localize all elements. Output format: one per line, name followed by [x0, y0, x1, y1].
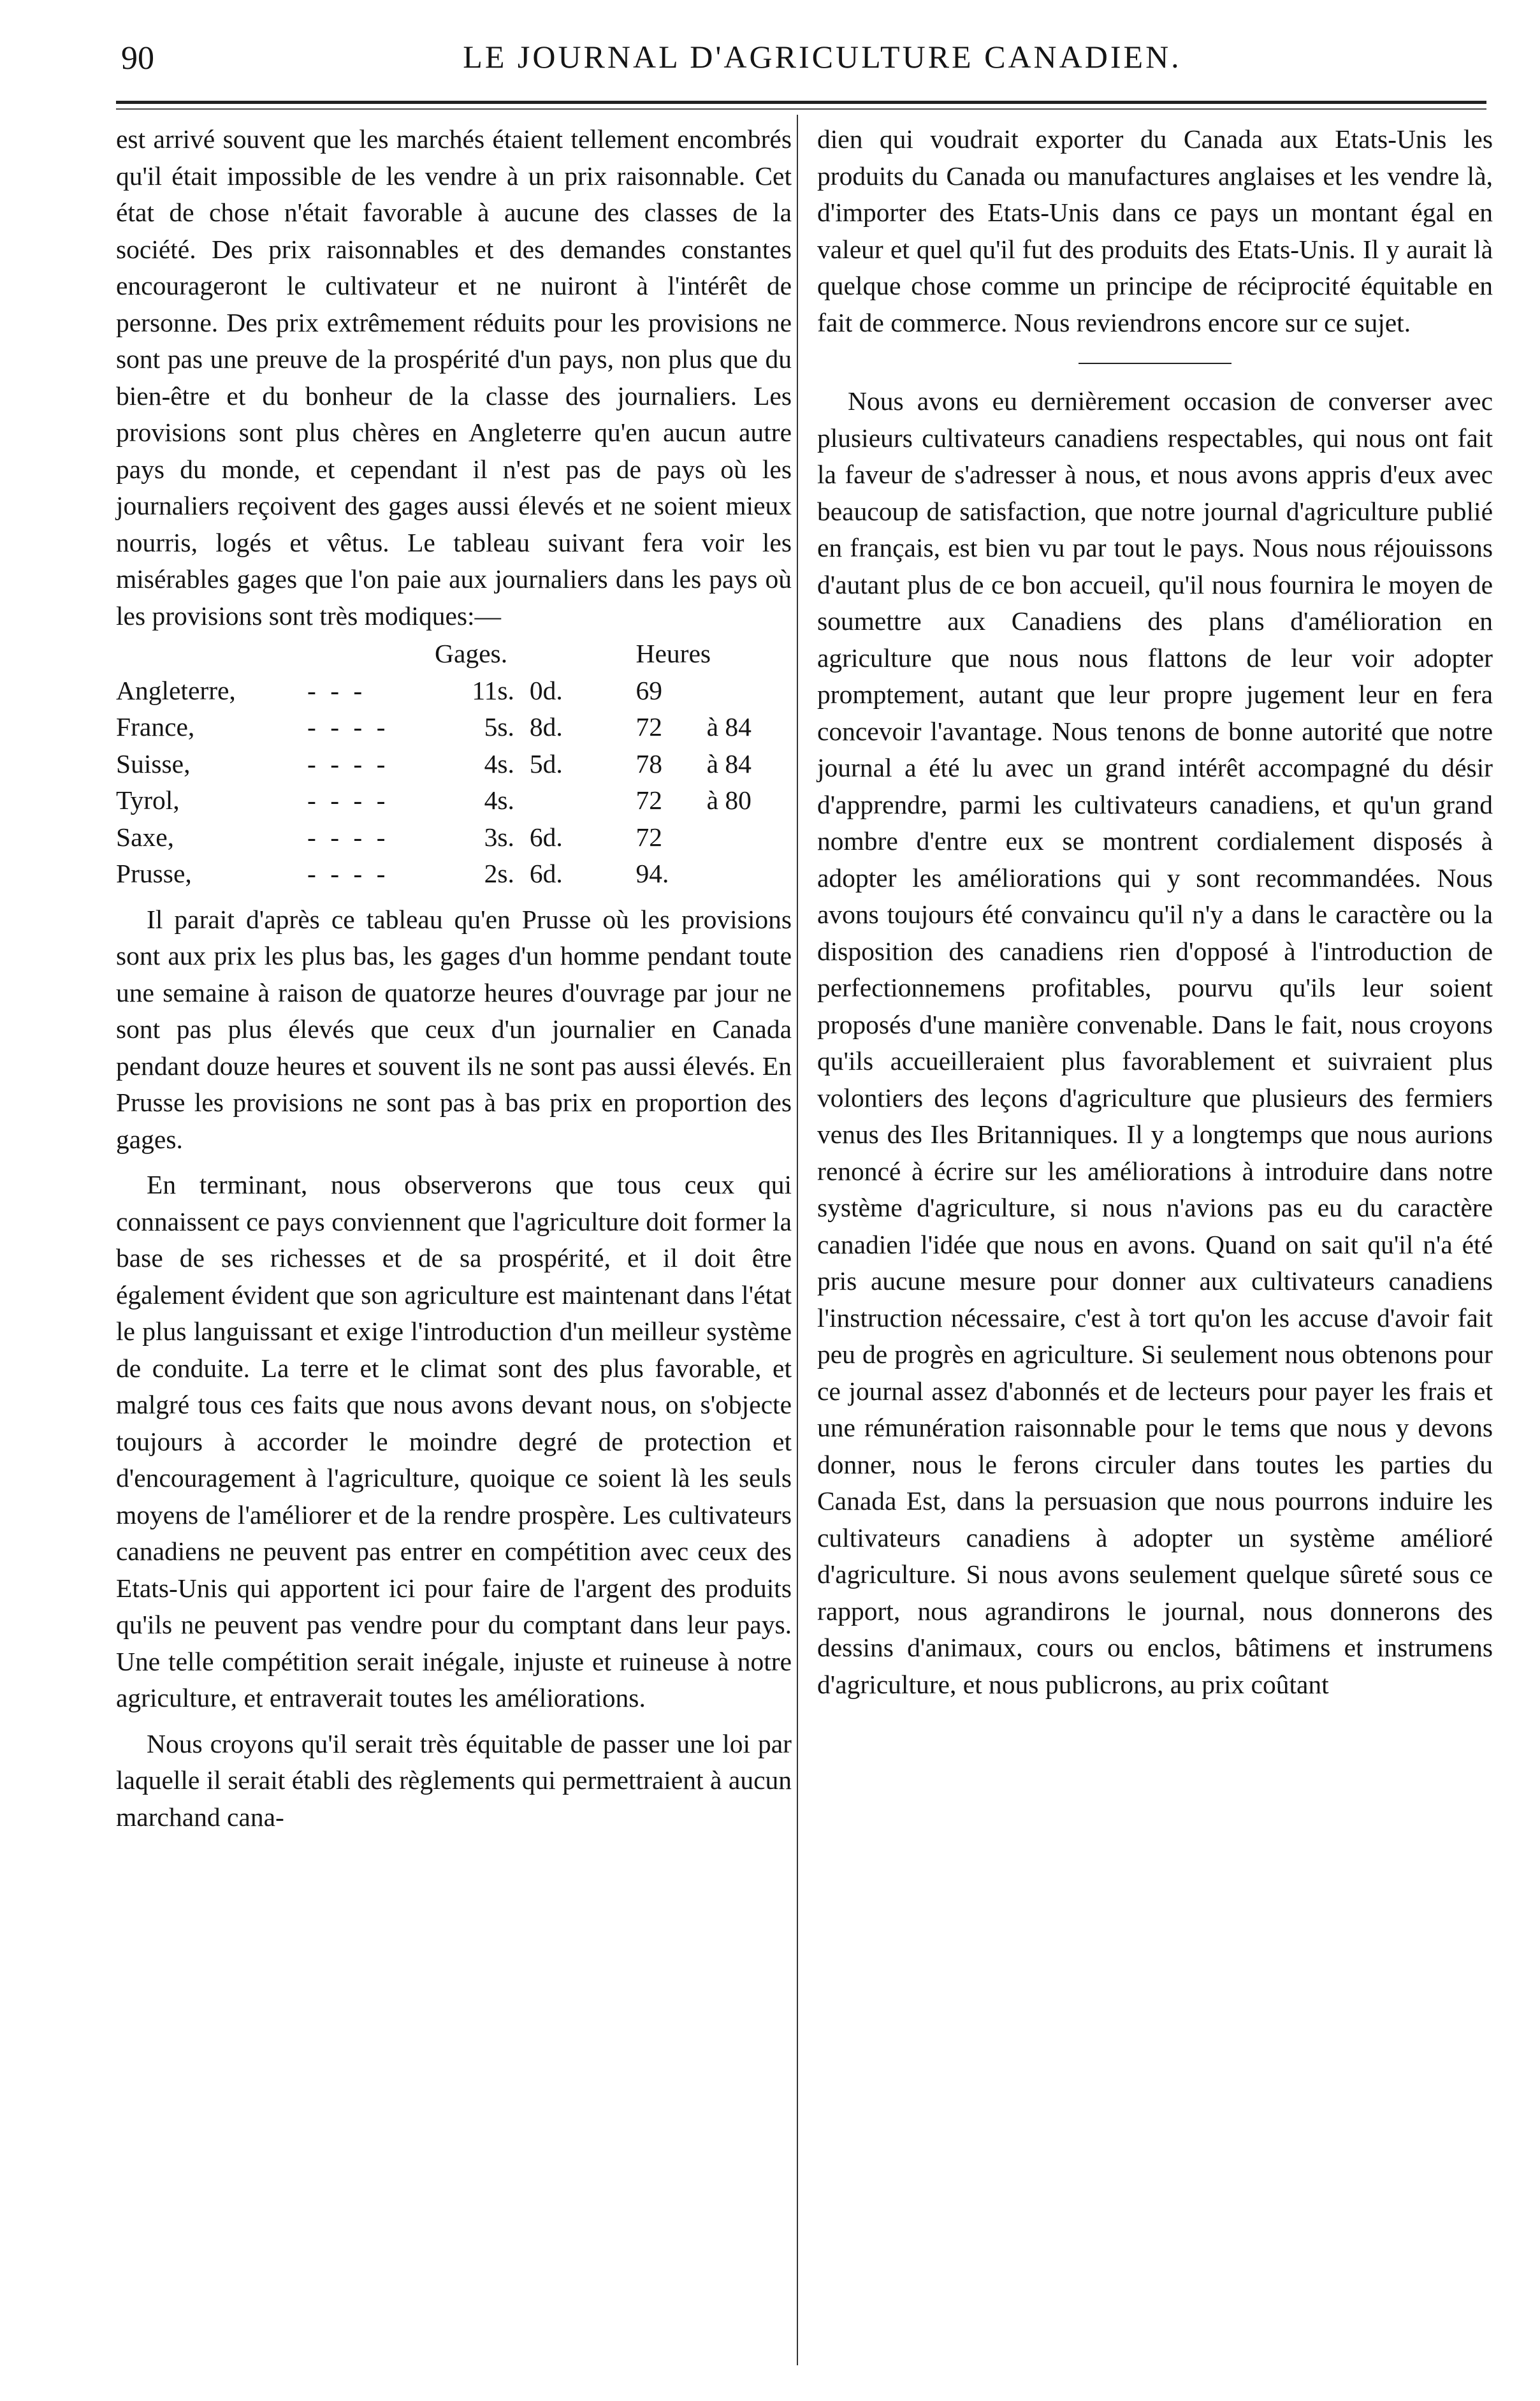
header-rule-thick — [116, 101, 1486, 104]
hours-range-cell — [707, 856, 792, 893]
wages-table-header — [116, 636, 792, 673]
hours-cell: 94. — [636, 859, 669, 888]
hours-range-cell: à 84 — [706, 748, 752, 778]
table-row — [116, 819, 792, 856]
pence-cell: 6d. — [529, 822, 563, 852]
leader-dashes: - - - - — [307, 748, 389, 778]
wages-header: Gages. — [435, 639, 508, 668]
shillings-cell: 3s. — [484, 822, 514, 852]
pence-cell: 8d. — [529, 712, 563, 741]
leader-dashes: - - - - — [307, 712, 389, 741]
hours-cell: 72 — [636, 822, 663, 852]
table-row — [116, 856, 792, 893]
country-cell: Prusse, — [116, 859, 192, 888]
country-cell: Tyrol, — [116, 785, 180, 815]
left-paragraph-2: Il parait d'après ce tableau qu'en Prusse où les provisions sont aux prix les plus bas, les gages d'un homme pendant toute une semaine à raison de quatorze heures d'ouvrage par jour ne sont pas plus élevés que ceux d'un journalier en Canada pendant douze heures et souvent ils ne sont pas aussi élevés. En Prusse les provisions ne sont pas à bas prix en proportion des gages. — [116, 904, 792, 1154]
left-column — [116, 121, 792, 1835]
leader-dashes: - - - - — [307, 822, 389, 852]
hours-range-cell: à 80 — [706, 785, 752, 815]
wages-table-body — [116, 673, 792, 893]
shillings-cell: 11s. — [472, 675, 514, 705]
page-header — [0, 26, 1540, 89]
section-separator-rule — [1079, 363, 1231, 364]
right-column — [817, 121, 1493, 1703]
hours-cell: 69 — [636, 675, 663, 705]
hours-header: Heures — [636, 639, 711, 668]
left-paragraph-3: En terminant, nous observerons que tous ceux qui connaissent ce pays conviennent que l'agriculture doit former la base de ses richesses et de sa prospérité, et il doit être également évident que son agriculture est maintenant dans l'état le plus languissant et exige l'introduction d'un meilleur système de conduite. La terre et le climat sont des plus favorable, et malgré tous ces faits que nous avons devant nous, on s'objecte toujours à accorder le moindre degré de protection et d'encouragement à l'agriculture, quoique ce soient là les seuls moyens de l'améliorer et de la rendre prospère. Les cultivateurs canadiens ne peuvent pas entrer en compétition avec ceux des Etats-Unis qui apportent ici pour faire de l'argent des produits qu'ils ne peuvent pas vendre pour du comptant dans leur pays. Une telle compétition serait inégale, injuste et ruineuse à notre agriculture, et entraverait toutes les améliorations. — [116, 1170, 792, 1712]
hours-cell: 72 — [636, 785, 663, 815]
leader-dashes: - - - - — [307, 785, 389, 815]
shillings-cell: 2s. — [484, 859, 514, 888]
shillings-cell: 4s. — [484, 785, 514, 815]
left-paragraph-1: est arrivé souvent que les marchés étaient tellement encombrés qu'il était impossible de les vendre à un prix raisonnable. Cet état de chose n'était favorable à aucune des classes de la société. Des prix raisonnables et des demandes constantes encourageront le cultivateur et ne nuiront à l'intérêt de personne. Des prix extrêmement réduits pour les provisions ne sont pas une preuve de la prospérité d'un pays, non plus que du bien-être et du bonheur de la classe des journaliers. Les provisions sont plus chères en Angleterre qu'en aucun autre pays du monde, et cependant il n'est pas de pays où les journaliers reçoivent des gages aussi élevés et ne soient mieux nourris, logés et vêtus. Le tableau suivant fera voir les misérables gages que l'on paie aux journaliers dans les pays où les provisions sont très modiques:— — [116, 124, 792, 631]
pence-cell: 0d. — [529, 675, 563, 705]
pence-cell: 6d. — [529, 859, 563, 888]
hours-cell: 72 — [636, 712, 663, 741]
table-row — [116, 709, 792, 746]
running-title: LE JOURNAL D'AGRICULTURE CANADIEN. — [463, 39, 1182, 75]
hours-range-cell: à 84 — [706, 712, 752, 741]
table-row — [116, 673, 792, 710]
header-rule-thin — [116, 108, 1486, 110]
country-cell: Suisse, — [116, 748, 191, 778]
hours-range-cell — [707, 673, 792, 710]
right-paragraph-1: dien qui voudrait exporter du Canada aux Etats-Unis les produits du Canada ou manufactures anglaises et les vendre là, d'importer des Etats-Unis dans ce pays un montant égal en valeur et quel qu'il fut des produits des Etats-Unis. Il y aurait là quelque chose comme un principe de réciprocité équitable en fait de commerce. Nous reviendrons encore sur ce sujet. — [817, 124, 1493, 337]
hours-range-cell — [707, 819, 792, 856]
wages-table — [116, 636, 792, 893]
column-divider — [797, 115, 798, 2365]
right-paragraph-2: Nous avons eu dernièrement occasion de converser avec plusieurs cultivateurs canadiens respectables, qui nous ont fait la faveur de s'adresser à nous, et nous avons appris d'eux avec beaucoup de satisfaction, que notre journal d'agriculture publié en français, est bien vu par tout le pays. Nous nous réjouissons d'autant plus de ce bon accueil, qu'il nous fournira le moyen de soumettre aux Canadiens des plans d'amélioration en agriculture que nous nous flattons de leur voir adopter promptement, autant que leur propre jugement leur en fera concevoir l'avantage. Nous tenons de bonne autorité que notre journal a été lu avec un grand intérêt accompagné du désir d'apprendre, parmi les cultivateurs canadiens, et qu'un grand nombre d'entre eux se montrent cordialement disposés à adopter les améliorations qui y sont recommandées. Nous avons toujours été convaincu qu'il n'y a dans le caractère ou la disposition des canadiens rien d'opposé à l'introduction de perfectionnemens profitables, pourvu qu'ils leur soient proposés d'une manière convenable. Dans le fait, nous croyons qu'ils accueilleraient plus favorablement et suivraient plus volontiers des leçons d'agriculture que plusieurs des fermiers venus des Iles Britanniques. Il y a longtemps que nous aurions renoncé à écrire sur les améliorations à introduire dans notre système d'agriculture, si nous n'avions pas eu du caractère canadien l'idée que nous en avons. Quand on sait qu'il n'a été pris aucune mesure pour donner aux cultivateurs canadiens l'instruction nécessaire, c'est à tort qu'on les accuse d'avoir fait peu de progrès en agriculture. Si seulement nous obtenons pour ce journal assez d'abonnés et de lecteurs pour payer les frais et une rémunération raisonnable pour le tems que nous y devons donner, nous le ferons circuler dans toutes les parties du Canada Est, dans la persuasion que nous pourrons induire les cultivateurs canadiens à adopter un système amélioré d'agriculture. Si nous avons seulement quelque sûreté sous ce rapport, nous agrandirons le journal, nous donnerons des dessins d'animaux, cours ou enclos, bâtimens et instrumens d'agriculture, et nous publicrons, au prix coûtant — [817, 386, 1493, 1699]
country-cell: France, — [116, 712, 195, 741]
left-paragraph-4: Nous croyons qu'il serait très équitable de passer une loi par laquelle il serait établi des règlements qui permettraient à aucun marchand cana- — [116, 1728, 792, 1832]
pence-cell: 5d. — [529, 748, 563, 778]
shillings-cell: 4s. — [484, 748, 514, 778]
page-number: 90 — [121, 40, 154, 77]
leader-dashes: - - - - — [307, 859, 389, 888]
hours-cell: 78 — [636, 748, 663, 778]
country-cell: Angleterre, — [116, 675, 236, 705]
table-row — [116, 746, 792, 783]
table-row — [116, 782, 792, 819]
shillings-cell: 5s. — [484, 712, 514, 741]
pence-cell — [530, 782, 636, 819]
country-cell: Saxe, — [116, 822, 175, 852]
leader-dashes: - - - — [307, 675, 367, 705]
